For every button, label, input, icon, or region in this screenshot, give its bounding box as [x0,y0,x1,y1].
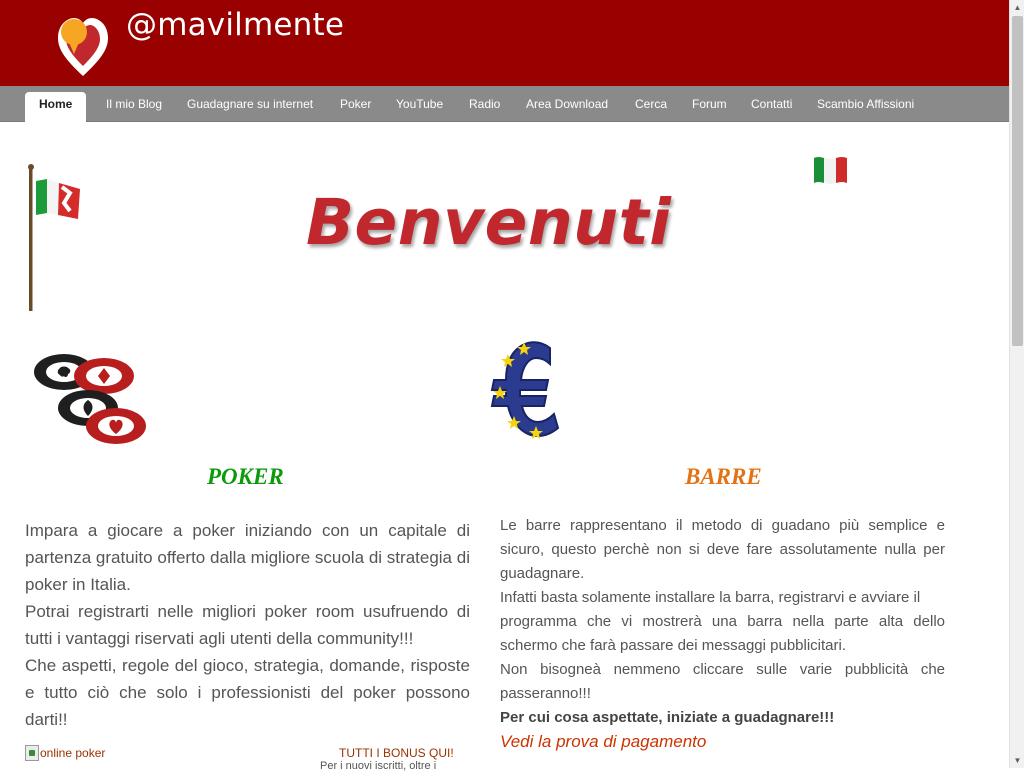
poker-heading: POKER [207,464,284,489]
nav-item-area-download[interactable]: Area Download [526,97,609,111]
nav-item-forum[interactable]: Forum [692,97,727,111]
payment-proof-link[interactable]: Vedi la prova di pagamento [500,732,707,751]
poker-paragraph: Che aspetti, regole del gioco, strategia, domande, risposte e tutto ciò che solo i professionisti del poker possono darti!! [25,656,470,729]
online-poker-image-link[interactable] [25,745,105,761]
euro-symbol-icon [480,330,570,450]
italian-flag-icon [812,155,848,185]
barre-paragraph: Le barre rappresentano il metodo di guadano più semplice e sicuro, questo perchè non si deve fare assolutamente nulla per guadagnare. [500,517,945,582]
scroll-down-arrow-icon[interactable]: ▼ [1013,756,1022,765]
bonus-note: Per i nuovi iscritti, oltre i [320,760,437,772]
nav-item-blog[interactable]: Il mio Blog [106,97,163,111]
scroll-up-arrow-icon[interactable]: ▲ [1013,3,1022,12]
nav-item-radio[interactable]: Radio [469,97,501,111]
nav-item-poker[interactable]: Poker [340,97,372,111]
scrollbar-thumb[interactable] [1012,16,1023,346]
map-pin-heart-icon[interactable] [56,14,110,78]
nav-item-home[interactable]: Home [25,92,86,122]
online-poker-image-alt: online poker [40,746,106,760]
main-nav [0,86,1009,122]
bonus-link[interactable]: TUTTI I BONUS QUI! [339,746,454,760]
italian-flag-on-pole-icon [26,163,86,313]
barre-paragraph: Non bisogneà nemmeno cliccare sulle varie pubblicità che passeranno!!! [500,661,945,702]
poker-paragraph: Impara a giocare a poker iniziando con un capitale di partenza gratuito offerto dalla migliore scuola di strategia di poker in Italia. [25,521,470,594]
barre-call-to-action: Per cui cosa aspettate, iniziate a guadagnare!!! [500,709,835,726]
nav-item-guadagnare[interactable]: Guadagnare su internet [187,97,314,111]
nav-item-cerca[interactable]: Cerca [635,97,668,111]
nav-item-youtube[interactable]: YouTube [396,97,444,111]
site-header [0,0,1009,86]
poker-description [25,517,470,733]
site-title[interactable]: @mavilmente [126,7,345,43]
barre-paragraph: programma che vi mostrerà una barra nella parte alta dello schermo che farà passare dei messaggi pubblicitari. [500,613,945,654]
barre-heading: BARRE [685,464,762,489]
welcome-title: Benvenuti [306,186,672,259]
barre-paragraph: Infatti basta solamente installare la barra, registrarvi e avviare il [500,589,921,606]
barre-description [500,514,945,754]
poker-paragraph: Potrai registrarti nelle migliori poker room usufruendo di tutti i vantaggi riservati agli utenti della community!!! [25,602,470,648]
broken-image-icon [25,745,39,761]
poker-chips-icon [28,330,156,456]
nav-item-scambio-affissioni[interactable]: Scambio Affissioni [817,97,915,111]
vertical-scrollbar[interactable] [1009,0,1024,768]
nav-item-contatti[interactable]: Contatti [751,97,793,111]
